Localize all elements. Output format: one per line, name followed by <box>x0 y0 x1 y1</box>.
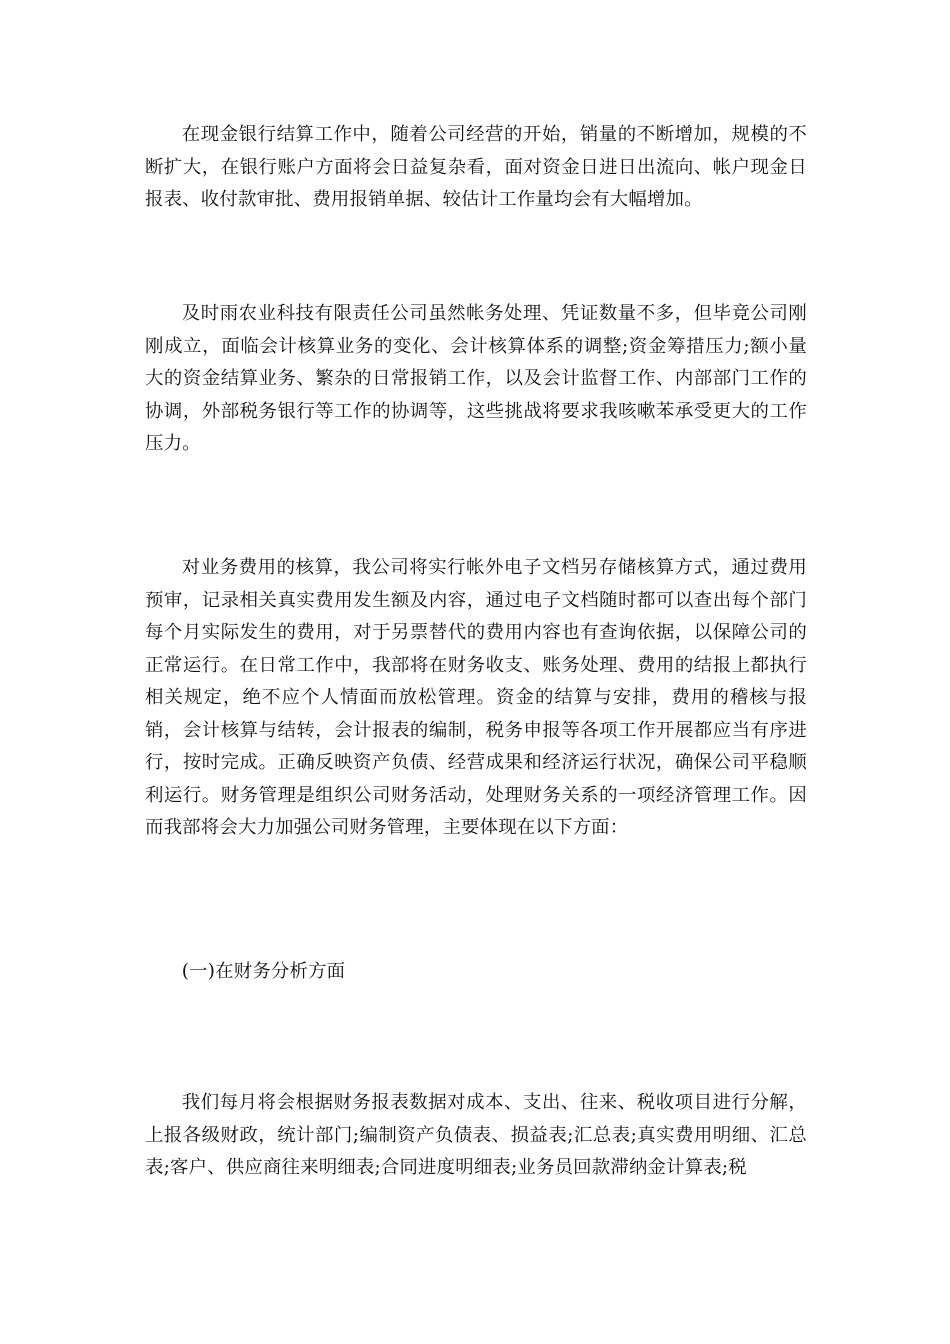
paragraph-company-challenges: 及时雨农业科技有限责任公司虽然帐务处理、凭证数量不多，但毕竟公司刚刚成立，面临会计核算业务的变化、会计核算体系的调整;资金筹措压力;额小量大的资金结算业务、繁杂的日常报销工作，以及会计监督工作、内部部门工作的协调，外部税务银行等工作的协调等，这些挑战将要求我咳嗽苯承受更大的工作压力。 <box>145 303 807 454</box>
paragraph-monthly-reports: 我们每月将会根据财务报表数据对成本、支出、往来、税收项目进行分解，上报各级财政，统计部门;编制资产负债表、损益表;汇总表;真实费用明细、汇总表;客户、供应商往来明细表;合同进度明细表;业务员回款滞纳金计算表;税 <box>145 1092 807 1178</box>
paragraph-expense-accounting: 对业务费用的核算，我公司将实行帐外电子文档另存储核算方式，通过费用预审，记录相关真实费用发生额及内容，通过电子文档随时都可以查出每个部门每个月实际发生的费用，对于另票替代的费用内容也有查询依据，以保障公司的正常运行。在日常工作中，我部将在财务收支、账务处理、费用的结报上都执行相关规定，绝不应个人情面而放松管理。资金的结算与安排，费用的稽核与报销，会计核算与结转，会计报表的编制，税务申报等各项工作开展都应当有序进行，按时完成。正确反映资产负债、经营成果和经济运行状况，确保公司平稳顺利运行。财务管理是组织公司财务活动，处理财务关系的一项经济管理工作。因而我部将会大力加强公司财务管理，主要体现在以下方面： <box>145 557 807 838</box>
paragraph-cash-bank-settlement: 在现金银行结算工作中，随着公司经营的开始，销量的不断增加，规模的不断扩大，在银行账户方面将会日益复杂看，面对资金日进日出流向、帐户现金日报表、收付款审批、费用报销单据、较估计工作量均会有大幅增加。 <box>145 124 807 210</box>
section-heading-financial-analysis: (一)在财务分析方面 <box>181 961 346 982</box>
